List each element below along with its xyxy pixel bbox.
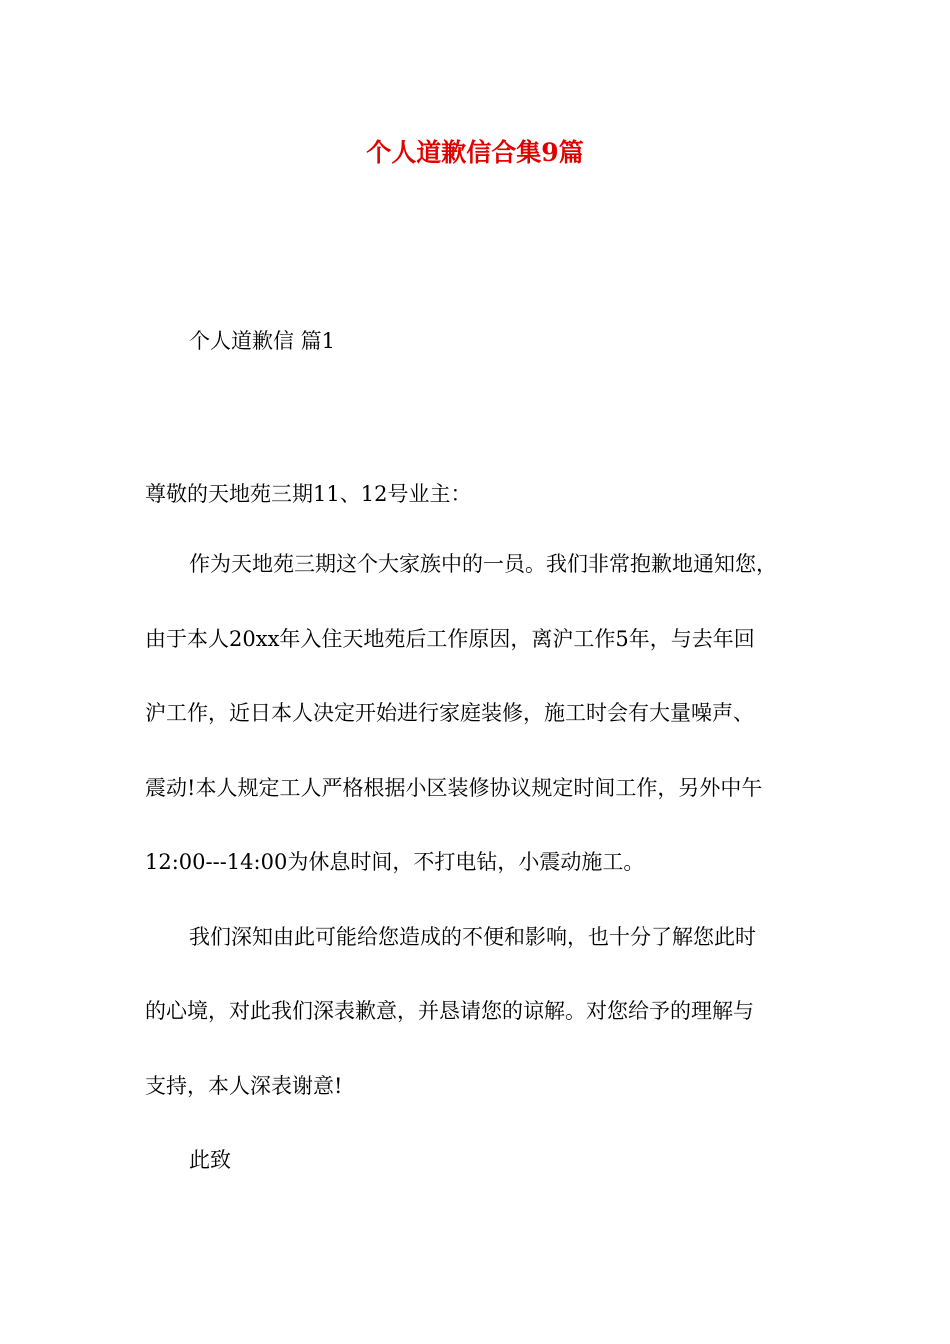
body-line: 的心境，对此我们深表歉意，并恳请您的谅解。对您给予的理解与	[145, 999, 754, 1023]
salutation: 尊敬的天地苑三期11、12号业主：	[145, 482, 472, 506]
body-line: 沪工作，近日本人决定开始进行家庭装修，施工时会有大量噪声、	[145, 701, 754, 725]
body-line: 震动!本人规定工人严格根据小区装修协议规定时间工作，另外中午	[145, 776, 763, 800]
body-line: 由于本人20xx年入住天地苑后工作原因，离沪工作5年，与去年回	[145, 627, 755, 651]
body-line: 我们深知由此可能给您造成的不便和影响，也十分了解您此时	[189, 925, 756, 949]
body-line: 支持，本人深表谢意!	[145, 1074, 343, 1098]
closing-line: 此致	[189, 1148, 231, 1172]
body-line: 作为天地苑三期这个大家族中的一员。我们非常抱歉地通知您，	[189, 552, 777, 576]
body-line: 12:00---14:00为休息时间，不打电钻，小震动施工。	[145, 850, 645, 874]
section-heading: 个人道歉信 篇1	[189, 329, 336, 353]
document-title: 个人道歉信合集9篇	[366, 138, 584, 167]
